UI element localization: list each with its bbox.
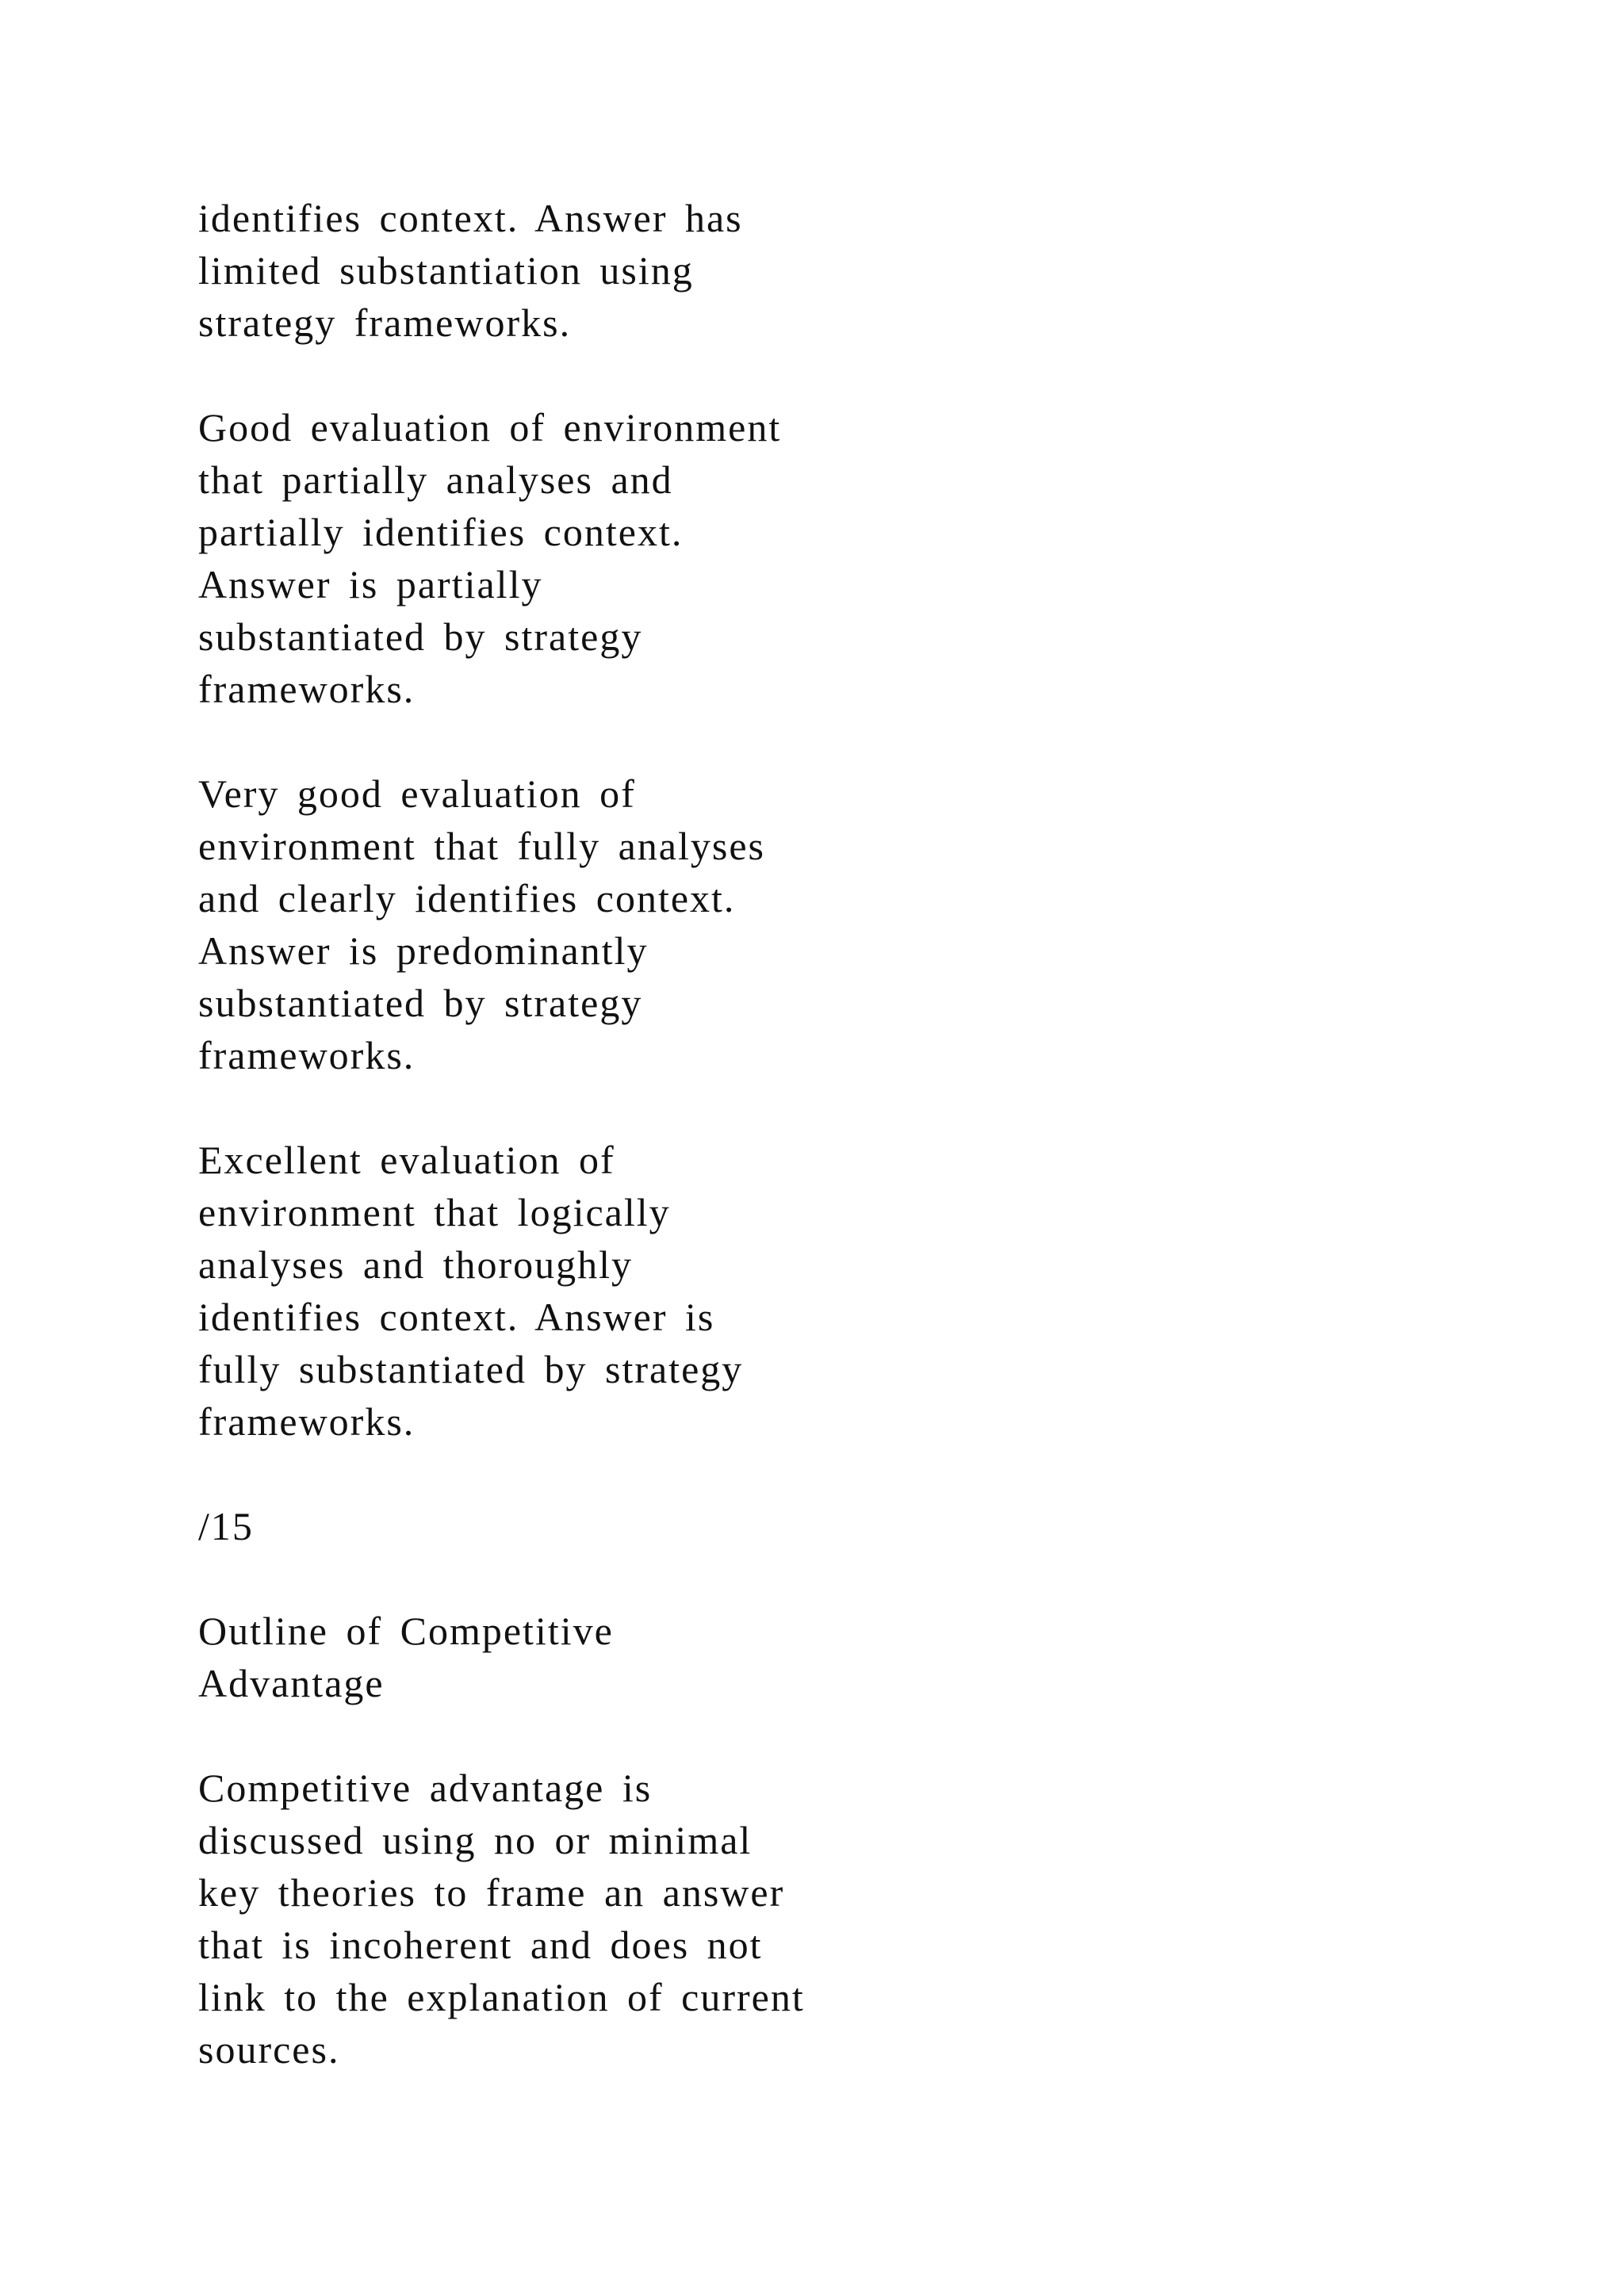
text-line: fully substantiated by strategy: [198, 1347, 744, 1391]
excellent-evaluation-paragraph: [198, 1134, 912, 1448]
text-line: discussed using no or minimal: [198, 1818, 753, 1862]
section-heading: [198, 1605, 912, 1709]
text-line: sources.: [198, 2027, 340, 2072]
text-line: Competitive advantage is: [198, 1766, 653, 1810]
heading-line: Outline of Competitive: [198, 1609, 614, 1653]
text-line: frameworks.: [198, 1033, 416, 1077]
text-line: frameworks.: [198, 667, 416, 711]
text-line: substantiated by strategy: [198, 981, 643, 1025]
text-line: that partially analyses and: [198, 457, 673, 502]
text-line: identifies context. Answer has: [198, 196, 743, 240]
text-line: partially identifies context.: [198, 510, 684, 554]
text-line: substantiated by strategy: [198, 614, 643, 659]
text-line: key theories to frame an answer: [198, 1870, 785, 1915]
very-good-evaluation-paragraph: [198, 767, 912, 1081]
text-line: that is incoherent and does not: [198, 1923, 763, 1967]
text-line: Good evaluation of environment: [198, 405, 782, 450]
text-line: environment that fully analyses: [198, 824, 766, 868]
criterion-fragment-paragraph: [198, 192, 912, 349]
text-line: Excellent evaluation of: [198, 1138, 615, 1182]
text-line: environment that logically: [198, 1190, 671, 1234]
text-line: and clearly identifies context.: [198, 876, 736, 920]
heading-line: Advantage: [198, 1661, 385, 1705]
text-line: frameworks.: [198, 1399, 416, 1444]
competitive-advantage-paragraph: [198, 1762, 912, 2076]
text-line: limited substantiation using: [198, 248, 694, 293]
text-line: link to the explanation of current: [198, 1975, 805, 2019]
rubric-text-column: [198, 192, 912, 2128]
text-line: Answer is predominantly: [198, 928, 649, 973]
good-evaluation-paragraph: [198, 401, 912, 715]
text-line: analyses and thoroughly: [198, 1242, 634, 1287]
text-line: strategy frameworks.: [198, 300, 572, 345]
score-text: /15: [198, 1504, 254, 1548]
text-line: Very good evaluation of: [198, 771, 636, 816]
text-line: identifies context. Answer is: [198, 1295, 715, 1339]
text-line: Answer is partially: [198, 562, 543, 607]
score-label: [198, 1500, 912, 1552]
